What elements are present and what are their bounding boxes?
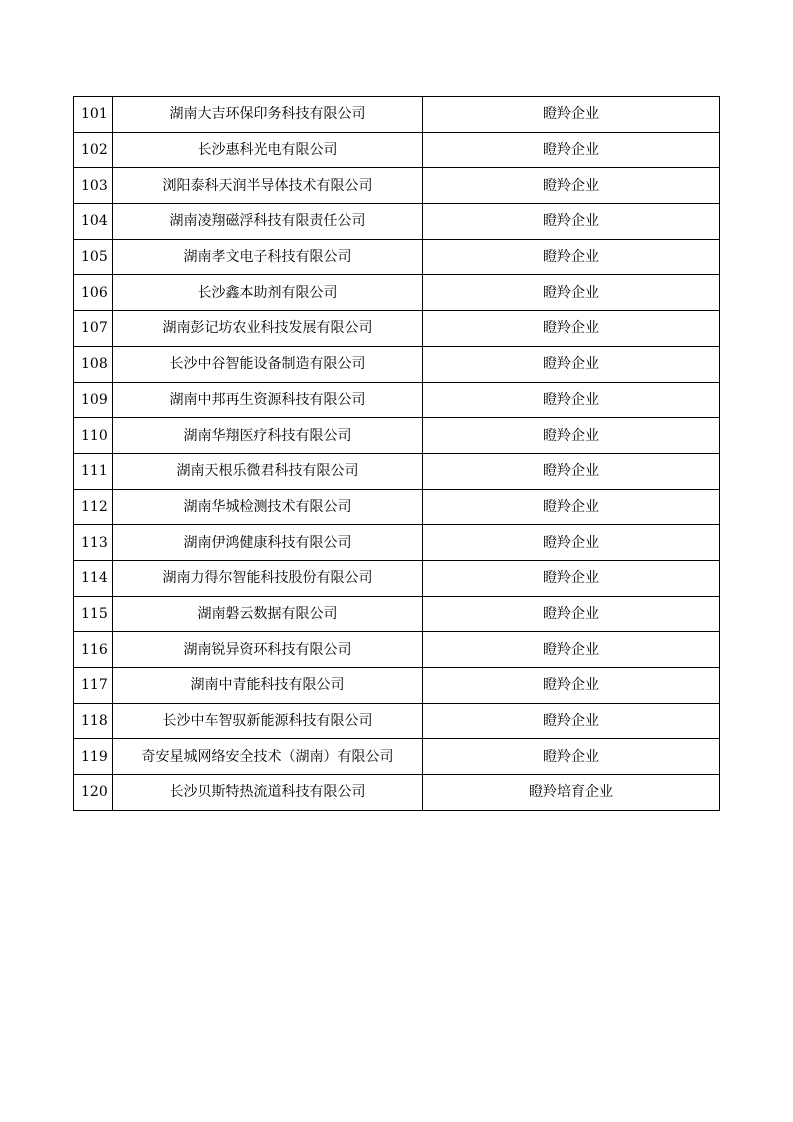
enterprise-type-cell: 瞪羚企业 [423,668,720,704]
enterprise-type-cell: 瞪羚企业 [423,382,720,418]
row-number-cell: 101 [74,97,113,133]
row-number-cell: 108 [74,346,113,382]
company-name-cell: 长沙中车智驭新能源科技有限公司 [113,703,423,739]
enterprise-type-cell: 瞪羚企业 [423,239,720,275]
table-row [74,346,720,382]
company-name-cell: 湖南伊鸿健康科技有限公司 [113,525,423,561]
company-name-cell: 奇安星城网络安全技术（湖南）有限公司 [113,739,423,775]
row-number-cell: 110 [74,418,113,454]
row-number-cell: 105 [74,239,113,275]
row-number-cell: 116 [74,632,113,668]
enterprise-type-cell: 瞪羚企业 [423,275,720,311]
row-number-cell: 118 [74,703,113,739]
company-name-cell: 湖南孝文电子科技有限公司 [113,239,423,275]
enterprise-type-cell: 瞪羚企业 [423,560,720,596]
enterprise-type-cell: 瞪羚企业 [423,204,720,240]
enterprise-type-cell: 瞪羚企业 [423,97,720,133]
company-name-cell: 湖南华城检测技术有限公司 [113,489,423,525]
table-row [74,311,720,347]
table-row [74,703,720,739]
row-number-cell: 102 [74,132,113,168]
table-row [74,453,720,489]
company-name-cell: 长沙惠科光电有限公司 [113,132,423,168]
table-row [74,525,720,561]
table-row [74,418,720,454]
row-number-cell: 114 [74,560,113,596]
company-name-cell: 湖南大吉环保印务科技有限公司 [113,97,423,133]
enterprise-type-cell: 瞪羚企业 [423,132,720,168]
enterprise-type-cell: 瞪羚企业 [423,632,720,668]
company-name-cell: 湖南磐云数据有限公司 [113,596,423,632]
row-number-cell: 117 [74,668,113,704]
enterprise-type-cell: 瞪羚企业 [423,418,720,454]
company-name-cell: 浏阳泰科天润半导体技术有限公司 [113,168,423,204]
enterprise-type-cell: 瞪羚企业 [423,703,720,739]
enterprise-type-cell: 瞪羚企业 [423,346,720,382]
enterprise-type-cell: 瞪羚企业 [423,453,720,489]
company-name-cell: 湖南锐异资环科技有限公司 [113,632,423,668]
enterprise-type-cell: 瞪羚企业 [423,489,720,525]
row-number-cell: 111 [74,453,113,489]
company-name-cell: 湖南凌翔磁浮科技有限责任公司 [113,204,423,240]
table-row [74,489,720,525]
company-list-table [73,96,720,811]
table-row [74,239,720,275]
row-number-cell: 113 [74,525,113,561]
company-name-cell: 长沙贝斯特热流道科技有限公司 [113,775,423,811]
table-row [74,632,720,668]
row-number-cell: 107 [74,311,113,347]
row-number-cell: 103 [74,168,113,204]
company-name-cell: 湖南天根乐微君科技有限公司 [113,453,423,489]
enterprise-type-cell: 瞪羚培育企业 [423,775,720,811]
table-row [74,132,720,168]
table-row [74,668,720,704]
table-row [74,168,720,204]
table-row [74,739,720,775]
row-number-cell: 119 [74,739,113,775]
enterprise-type-cell: 瞪羚企业 [423,596,720,632]
company-name-cell: 湖南彭记坊农业科技发展有限公司 [113,311,423,347]
row-number-cell: 106 [74,275,113,311]
enterprise-type-cell: 瞪羚企业 [423,739,720,775]
company-name-cell: 湖南中青能科技有限公司 [113,668,423,704]
row-number-cell: 104 [74,204,113,240]
company-name-cell: 长沙中谷智能设备制造有限公司 [113,346,423,382]
table-row [74,596,720,632]
table-body [74,97,720,811]
enterprise-type-cell: 瞪羚企业 [423,168,720,204]
company-name-cell: 湖南力得尔智能科技股份有限公司 [113,560,423,596]
row-number-cell: 109 [74,382,113,418]
table-row [74,275,720,311]
company-name-cell: 湖南华翔医疗科技有限公司 [113,418,423,454]
table-row [74,382,720,418]
row-number-cell: 112 [74,489,113,525]
enterprise-type-cell: 瞪羚企业 [423,525,720,561]
enterprise-type-cell: 瞪羚企业 [423,311,720,347]
company-name-cell: 湖南中邦再生资源科技有限公司 [113,382,423,418]
row-number-cell: 120 [74,775,113,811]
table-row [74,775,720,811]
row-number-cell: 115 [74,596,113,632]
table-row [74,560,720,596]
table-row [74,204,720,240]
company-name-cell: 长沙鑫本助剂有限公司 [113,275,423,311]
table-row [74,97,720,133]
